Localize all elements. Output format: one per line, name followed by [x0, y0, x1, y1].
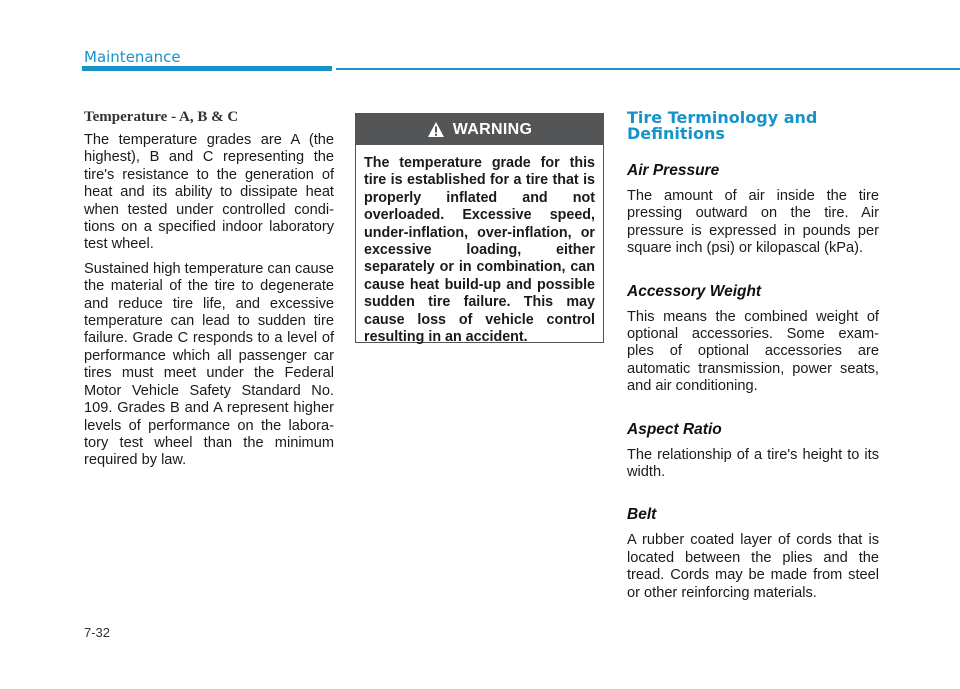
warning-header	[356, 114, 603, 145]
definition-belt: A rubber coated layer of cords that is located between the plies and the tread. Cords may be made from steel or other reinforcing materials.	[627, 532, 879, 601]
term-belt: Belt	[627, 506, 657, 524]
right-column	[627, 110, 879, 627]
temperature-heading: Temperature - A, B & C	[84, 109, 239, 125]
header-rule-thick	[82, 66, 332, 71]
definition-air-pressure: The amount of air inside the tire pressing outward on the tire. Air pressure is expressed in pounds per square inch (psi) or kilopascal (kPa).	[627, 188, 879, 257]
temperature-paragraph-1: The temperature grades are A (the highest), B and C representing the tire's resistance to the generation of heat and its ability to dissipate heat when tested under controlled condi- tions on a specified indoor laboratory test wheel.	[84, 132, 334, 253]
warning-label: WARNING	[452, 120, 533, 138]
header-rule-thin	[336, 68, 960, 70]
left-column	[84, 109, 334, 477]
definition-accessory-weight: This means the combined weight of optional accessories. Some exam- ples of optional accessories are automatic transmission, power seats, and air conditioning.	[627, 308, 879, 395]
warning-triangle-icon	[427, 121, 445, 138]
warning-box	[355, 113, 604, 346]
section-title: Maintenance	[84, 48, 181, 66]
terminology-title: Tire Terminology and Definitions	[627, 108, 818, 143]
term-air-pressure: Air Pressure	[627, 162, 720, 179]
term-aspect-ratio: Aspect Ratio	[627, 420, 722, 438]
term-accessory-weight: Accessory Weight	[627, 282, 762, 300]
definition-aspect-ratio: The relationship of a tire's height to its width.	[627, 446, 879, 481]
warning-text: The temperature grade for this tire is established for a tire that is properly inflated and not overloaded. Excessive speed, under-inflation, over-inflation, or excessive loading, either separately or in combination, can cause heat build-up and possible sudden tire failure. This may cause loss of vehicle control resulting in an accident.	[364, 155, 595, 346]
temperature-paragraph-2: Sustained high temperature can cause the material of the tire to degenerate and reduce tire life, and excessive temperature can lead to sudden tire failure. Grade C responds to a level of performance which all passenger car tires must meet under the Federal Motor Vehicle Safety Standard No. 109. Grades B and A represent higher levels of performance on the labora- tory test wheel than the minimum required by law.	[84, 260, 334, 469]
page-number: 7-32	[84, 625, 111, 640]
